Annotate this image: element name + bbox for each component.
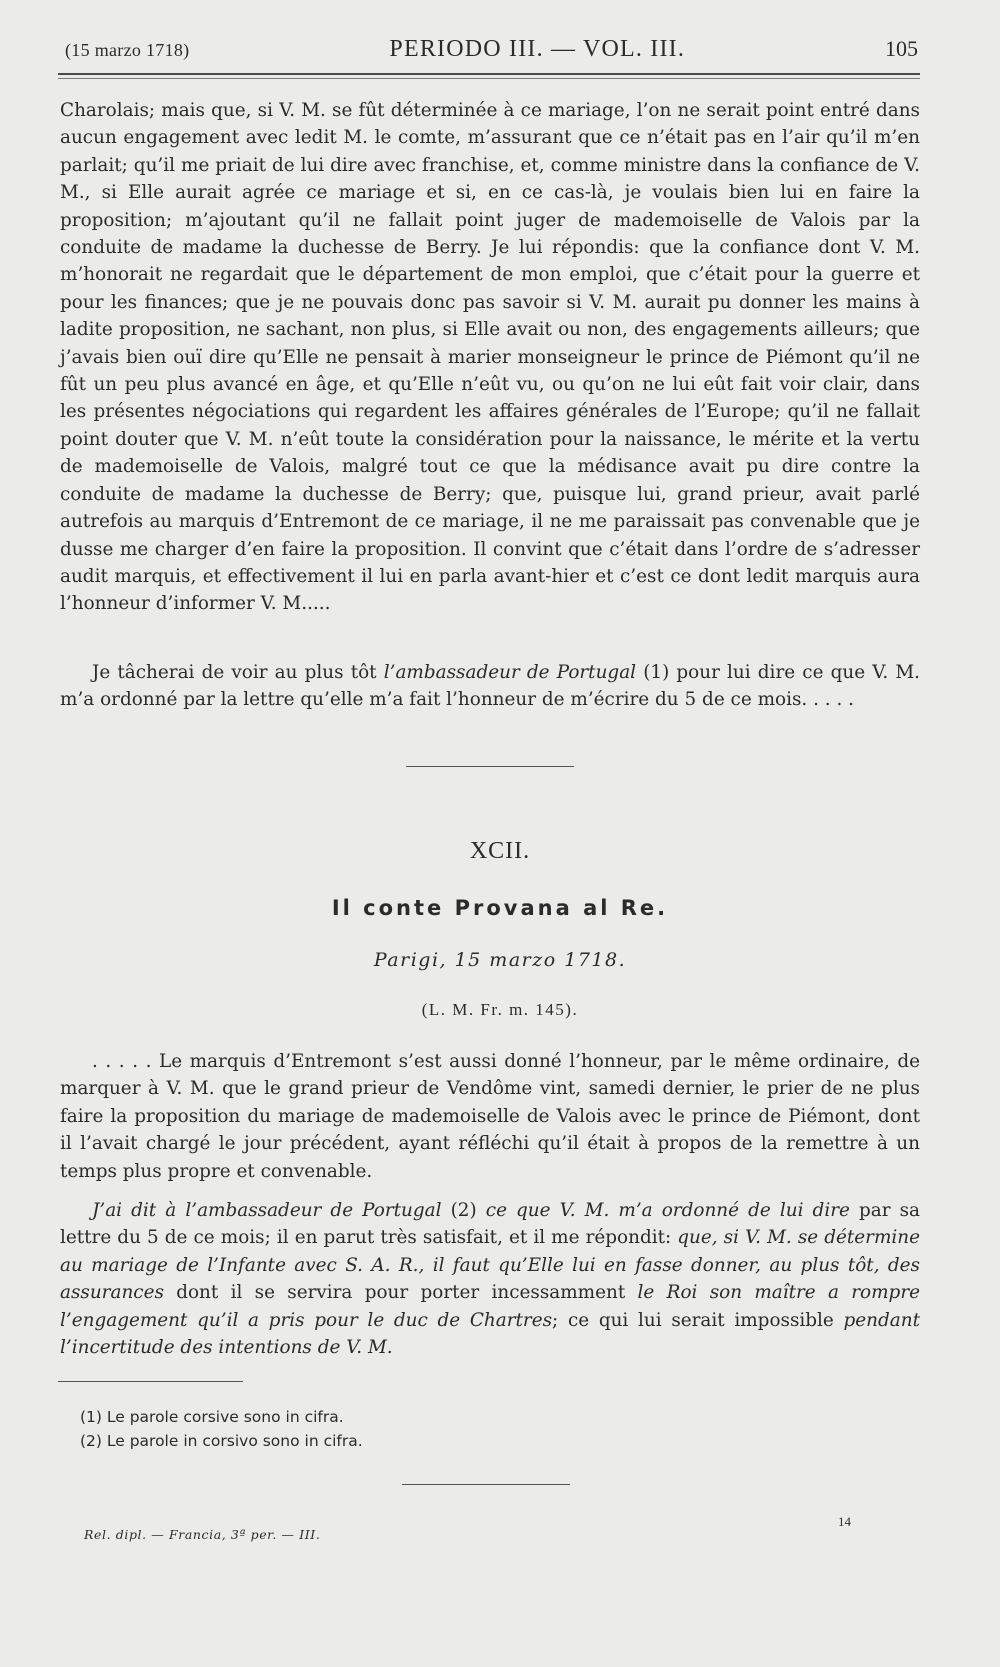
text-run: par sa lettre du 5 de ce mois; il en parut très satisfait, et il me répondit: bbox=[60, 1200, 920, 1249]
sheet-number: 14 bbox=[838, 1514, 851, 1529]
italic-text-run: que, si V. M. se détermine au mariage de l’Infante avec S. A. R., il faut qu’Elle lui en fasse donner, au plus tôt, des assurances bbox=[60, 1227, 920, 1304]
document-heading: Il conte Provana al Re. bbox=[331, 896, 669, 920]
italic-text-run: J’ai dit à l’ambassadeur de Portugal bbox=[92, 1200, 442, 1221]
page-number: 105 bbox=[885, 36, 918, 61]
italic-text-run: le Roi son maître a rompre l’engagement qu’il a pris pour le duc de Chartres bbox=[60, 1282, 921, 1331]
running-header bbox=[65, 36, 918, 70]
document-place-date: Parigi, 15 marzo 1718. bbox=[373, 949, 627, 971]
footnote-rule bbox=[58, 1381, 243, 1382]
body-paragraph-3 bbox=[60, 1048, 920, 1185]
body-paragraph-4 bbox=[60, 1197, 920, 1361]
footnote-2: (2) Le parole in corsivo sono in cifra. bbox=[80, 1432, 363, 1450]
text-run: Je tâcherai de voir au plus tôt bbox=[92, 662, 384, 683]
section-separator bbox=[406, 766, 574, 767]
paragraph-text bbox=[60, 1197, 920, 1361]
text-run: dont il se servira pour porter incessamment bbox=[163, 1282, 638, 1304]
header-date: (15 marzo 1718) bbox=[65, 40, 190, 60]
footnotes bbox=[80, 1405, 363, 1453]
printer-signature: Rel. dipl. — Francia, 3ª per. — III. bbox=[84, 1527, 321, 1542]
text-run: ; ce qui lui serait impossible bbox=[552, 1309, 844, 1331]
paragraph-text bbox=[60, 659, 920, 714]
header-rule bbox=[58, 73, 920, 75]
body-paragraph-2 bbox=[60, 659, 920, 714]
section-separator bbox=[402, 1484, 570, 1485]
italic-text-run: l’ambassadeur de Portugal bbox=[383, 662, 637, 683]
text-run: (1) pour lui dire ce que V. M. m’a ordonné par la lettre qu’elle m’a fait l’honneur de m’écrire du 5 de ce mois. . . . . bbox=[60, 662, 920, 711]
paragraph-text: . . . . . Le marquis d’Entremont s’est aussi donné l’honneur, par le même ordinaire, de marquer à V. M. que le grand prieur de Vendôme vint, samedi dernier, le prier de ne plus faire la proposition du mariage de mademoiselle de Valois avec le prince de Piémont, dont il l’avait chargé le jour précédent, ayant réfléchi qu’il était à propos de la remettre à un temps plus propre et convenable. bbox=[60, 1051, 920, 1182]
paragraph-text: Charolais; mais que, si V. M. se fût déterminée à ce mariage, l’on ne serait point entré dans aucun engagement avec ledit M. le comte, m’assurant que ce n’était pas en l’air qu’il m’en parlait; qu’il me priait de lui dire avec franchise, et, comme ministre dans la confiance de V. M., si Elle aurait agrée ce mariage et si, en ce cas-là, je voulais bien lui en faire la proposition; m’ajoutant qu’il ne fallait point juger de mademoiselle de Valois par la conduite de madame la duchesse de Berry. Je lui répondis: que la confiance dont V. M. m’honorait ne regardait que le département de mon emploi, que c’était pour la guerre et pour les finances; que je ne pouvais donc pas savoir si V. M. aurait pu donner les mains à ladite proposition, ne sachant, non plus, si Elle avait ou non, des engagements ailleurs; que j’avais bien ouï dire qu’Elle ne pensait à marier monseigneur le prince de Piémont qu’il ne fût un peu plus avancé en âge, et qu’Elle n’eût vu, ou qu’on ne lui eût fait voir clair, dans les présentes négociations qui regardent les affaires générales de l’Europe; qu’il ne fallait point douter que V. M. n’eût toute la considération pour la naissance, le mérite et la vertu de mademoiselle de Valois, malgré tout ce que la médisance avait pu dire contre la conduite de madame la duchesse de Berry; que, puisque lui, grand prieur, avait parlé autrefois au marquis d’Entremont de ce mariage, il ne me paraissait pas convenable que je dusse me charger d’en faire la proposition. Il convint que c’était dans l’ordre de s’adresser audit marquis, et effectivement il lui en parla avant-hier et c’est ce dont ledit marquis aura l’honneur d’informer V. M..... bbox=[60, 100, 920, 615]
body-paragraph-1 bbox=[60, 97, 920, 618]
header-title: PERIODO III. — VOL. III. bbox=[389, 36, 686, 62]
italic-text-run: ce que V. M. m’a ordonné de lui dire bbox=[485, 1200, 850, 1221]
text-run: (2) bbox=[441, 1200, 486, 1221]
document-number: XCII. bbox=[469, 838, 531, 864]
italic-text-run: pendant l’incertitude des intentions de V. M. bbox=[60, 1309, 920, 1359]
header-rule-thin bbox=[58, 78, 920, 79]
footnote-1: (1) Le parole corsive sono in cifra. bbox=[80, 1408, 344, 1426]
document-source: (L. M. Fr. m. 145). bbox=[421, 1000, 579, 1019]
